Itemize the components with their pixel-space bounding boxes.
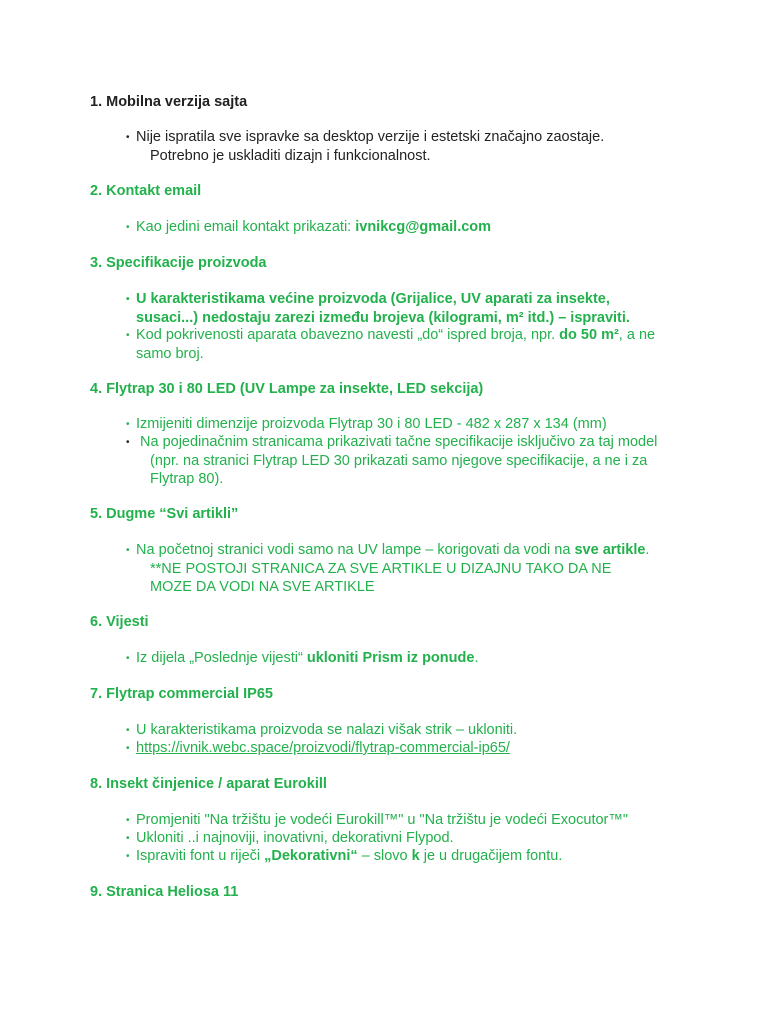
list-item: • Kao jedini email kontakt prikazati: ivnikcg@gmail.com: [126, 219, 492, 235]
list-item: • Ispraviti font u riječi „Dekorativni“ – slovo k je u drugačijem fontu.: [126, 848, 563, 864]
list-item: • Nije ispratila sve ispravke sa desktop verzije i estetski značajno zaostaje. Potrebno je uskladiti dizajn i funkcionalnost.: [126, 129, 605, 164]
section-title-6: 6. Vijesti: [90, 614, 149, 630]
list-item: • U karakteristikama većine proizvoda (Grijalice, UV aparati za insekte, susaci...) nedostaju zarezi između brojeva (kilogrami, m² itd.) – ispraviti.: [126, 291, 630, 326]
bullet-icon: •: [126, 437, 130, 448]
list-item: • Ukloniti ..i najnoviji, inovativni, dekorativni Flypod.: [126, 830, 454, 846]
section-title-5: 5. Dugme “Svi artikli”: [90, 506, 239, 522]
bullet-icon: •: [126, 653, 130, 664]
section-title-2: 2. Kontakt email: [90, 183, 202, 199]
bullet-icon: •: [126, 222, 130, 233]
bullet-icon: •: [126, 743, 130, 754]
bullet-icon: •: [126, 132, 130, 143]
bullet-icon: •: [126, 294, 130, 305]
section-title-8: 8. Insekt činjenice / aparat Eurokill: [90, 776, 327, 792]
list-item: • Izmijeniti dimenzije proizvoda Flytrap 30 i 80 LED - 482 x 287 x 134 (mm): [126, 416, 607, 432]
bullet-icon: •: [126, 545, 130, 556]
list-item: • Kod pokrivenosti aparata obavezno navesti „do“ ispred broja, npr. do 50 m², a ne samo broj.: [126, 327, 656, 362]
list-item: • Promjeniti "Na tržištu je vodeći Eurokill™" u "Na tržištu je vodeći Exocutor™": [126, 812, 629, 828]
section-title-4: 4. Flytrap 30 i 80 LED (UV Lampe za insekte, LED sekcija): [90, 381, 484, 397]
section-title-7: 7. Flytrap commercial IP65: [90, 686, 273, 702]
list-item: [126, 739, 686, 758]
section-title-9: 9. Stranica Heliosa 11: [90, 884, 239, 900]
email-address: ivnikcg@gmail.com: [355, 219, 492, 235]
bullet-icon: •: [126, 725, 130, 736]
bullet-icon: •: [126, 833, 130, 844]
bullet-icon: •: [126, 851, 130, 862]
product-link[interactable]: https://ivnik.webc.space/proizvodi/flytrap-commercial-ip65/: [136, 740, 510, 756]
list-item: • Iz dijela „Poslednje vijesti“ ukloniti Prism iz ponude.: [126, 650, 479, 666]
bullet-icon: •: [126, 330, 130, 341]
list-item: • Na pojedinačnim stranicama prikazivati tačne specifikacije isključivo za taj model (npr. na stranici Flytrap LED 30 prikazati samo njegove specifikacije, a ne i za Flytrap 80).: [126, 434, 658, 487]
list-item: • Na početnoj stranici vodi samo na UV lampe – korigovati da vodi na sve artikle. **NE POSTOJI STRANICA ZA SVE ARTIKLE U DIZAJNU TAKO DA NE MOZE DA VODI NA SVE ARTIKLE: [126, 542, 650, 595]
list-item: • U karakteristikama proizvoda se nalazi višak strik – ukloniti.: [126, 722, 518, 738]
bullet-icon: •: [126, 815, 130, 826]
section-title-1: 1. Mobilna verzija sajta: [90, 94, 248, 110]
bullet-icon: •: [126, 419, 130, 430]
section-title-3: 3. Specifikacije proizvoda: [90, 255, 267, 271]
